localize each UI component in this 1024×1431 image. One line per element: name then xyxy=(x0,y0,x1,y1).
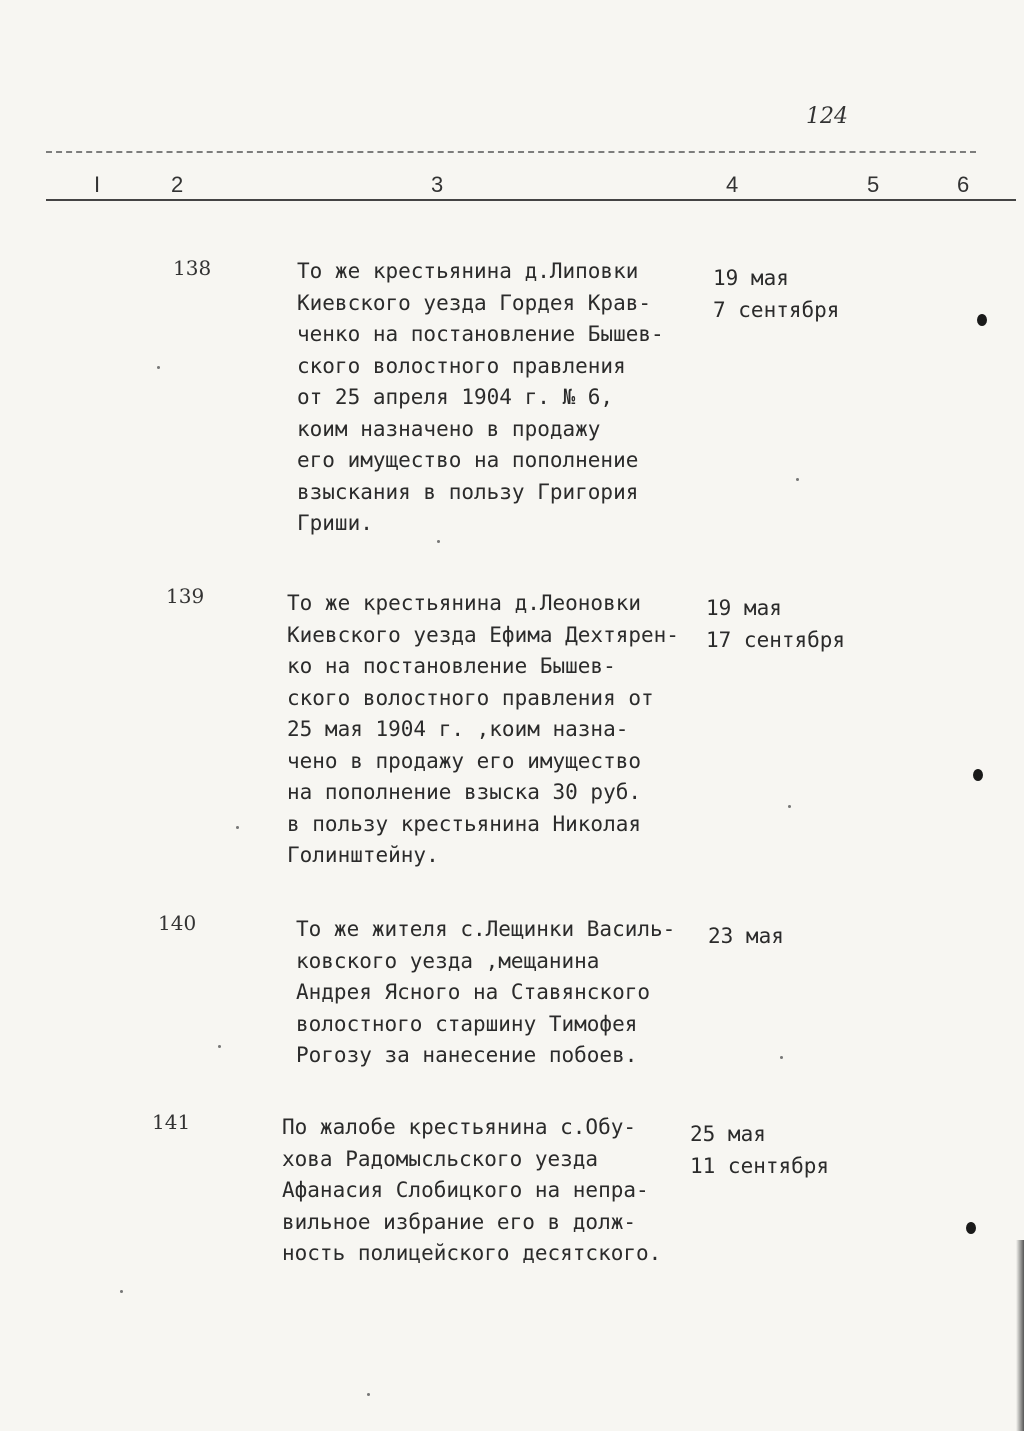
scan-speck xyxy=(236,826,239,829)
entry-number: 139 xyxy=(166,584,205,608)
entry-description: То же крестьянина д.Липовки Киевского уезда Гордея Крав- ченко на постановление Бышев- ского волостного правления от 25 апреля 1904 г. № 6, коим назначено в продажу его имущество на пополнение взыскания в пользу Григория Гриши. xyxy=(297,259,664,535)
binder-hole-mark xyxy=(966,1222,976,1234)
sheet-number: 124 xyxy=(806,104,848,129)
entry-number: 138 xyxy=(173,256,212,280)
scan-speck xyxy=(796,478,799,481)
entry-dates: 19 мая 7 сентября xyxy=(713,266,840,322)
entry-dates: 23 мая xyxy=(708,924,784,948)
scan-speck xyxy=(367,1393,370,1396)
scan-edge-shadow xyxy=(1016,1240,1024,1431)
scan-speck xyxy=(788,805,791,808)
entry-number: 140 xyxy=(158,911,197,935)
entry-number: 141 xyxy=(152,1110,191,1134)
table-header-rule xyxy=(46,199,1016,201)
entry-description: То же крестьянина д.Леоновки Киевского уезда Ефима Дехтярен- ко на постановление Бышев- ского волостного правления от 25 мая 1904 г. ,коим назна- чено в продажу его имущество на пополнение взыска 30 руб. в пользу крестьянина Николая Голинштейну. xyxy=(287,591,679,867)
column-header-5: 5 xyxy=(867,172,880,197)
scan-speck xyxy=(437,540,440,543)
column-header-1: I xyxy=(94,172,101,197)
scan-speck xyxy=(780,1056,783,1059)
binder-hole-mark xyxy=(977,314,987,326)
entry-dates: 25 мая 11 сентября xyxy=(690,1122,830,1178)
scan-speck xyxy=(120,1290,123,1293)
scan-speck xyxy=(218,1045,221,1048)
entry-description: По жалобе крестьянина с.Обу- хова Радомысльского уезда Афанасия Слобицкого на непра- вильное избрание его в долж- ность полицейского десятского. xyxy=(282,1115,662,1265)
column-header-2: 2 xyxy=(171,172,184,197)
entry-description: То же жителя с.Лещинки Василь- ковского уезда ,мещанина Андрея Ясного на Ставянского волостного старшину Тимофея Рогозу за нанесение побоев. xyxy=(296,917,676,1067)
column-header-6: 6 xyxy=(957,172,970,197)
table-top-rule xyxy=(46,151,976,153)
scan-speck xyxy=(157,366,160,369)
column-header-3: 3 xyxy=(431,172,444,197)
column-header-4: 4 xyxy=(726,172,739,197)
binder-hole-mark xyxy=(973,769,983,781)
entry-dates: 19 мая 17 сентября xyxy=(706,596,846,652)
